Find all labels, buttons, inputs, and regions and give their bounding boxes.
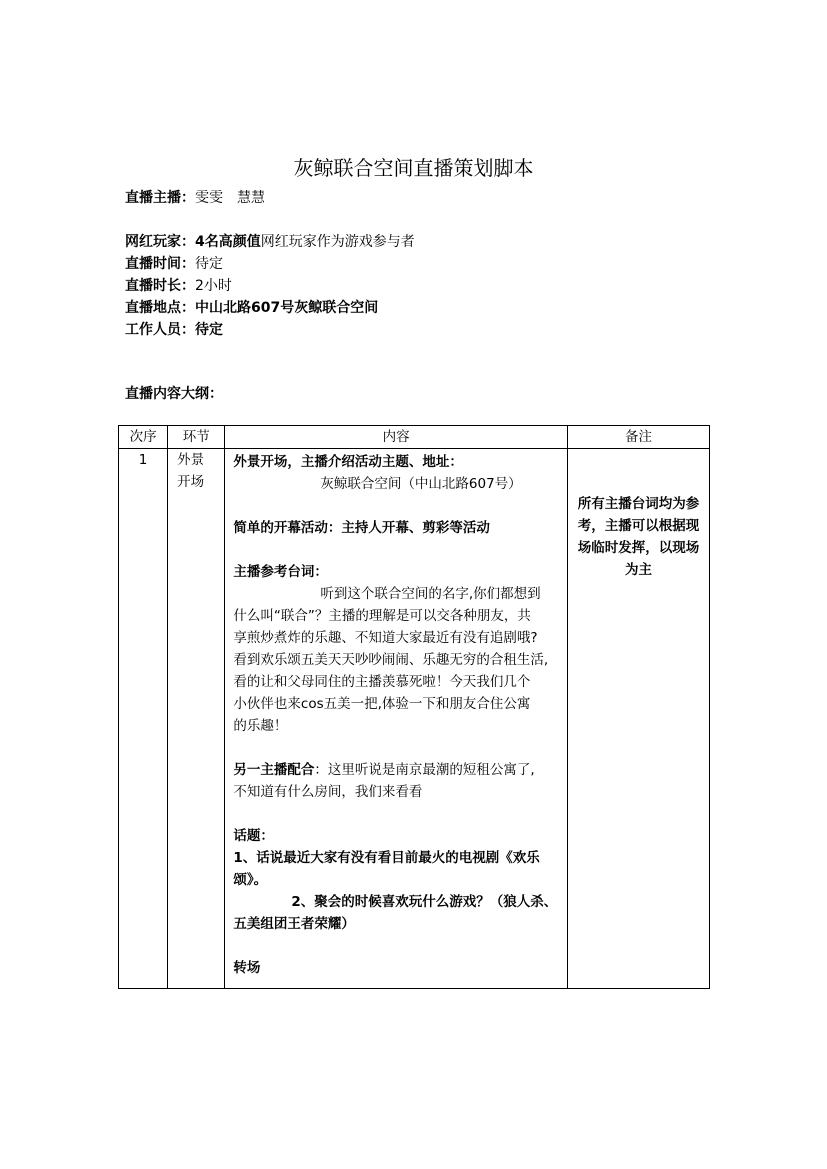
- segment-line2: 开场: [177, 474, 205, 490]
- script-line5: 看的让和父母同住的主播羡慕死啦！今天我们几个: [233, 674, 531, 690]
- host-line: [125, 187, 265, 209]
- partner-line2: 不知道有什么房间，我们来看看: [233, 784, 423, 800]
- script-line4: 看到欢乐颂五美天天吵吵闹闹、乐趣无穷的合租生活,: [233, 652, 549, 668]
- cell-no: [119, 449, 168, 989]
- time-label: 直播时间：: [125, 256, 195, 272]
- host-label: 直播主播：: [125, 190, 195, 206]
- location-value: 中山北路607号灰鲸联合空间: [195, 300, 379, 316]
- time-line: [125, 253, 415, 275]
- cell-note: [567, 449, 709, 989]
- duration-value: 2小时: [195, 278, 232, 294]
- header-note: 备注: [567, 426, 709, 449]
- segment-line1: 外景: [177, 452, 205, 468]
- script-line1: 听到这个联合空间的名字,你们都想到: [320, 586, 541, 602]
- location-line: [125, 297, 415, 319]
- script-line3: 享煎炒煮炸的乐趣、不知道大家最近有没有追剧哦?: [233, 630, 538, 646]
- players-rest: 网红玩家作为游戏参与者: [260, 234, 415, 250]
- partner-label: 另一主播配合: [233, 762, 315, 778]
- transition: 转场: [233, 960, 261, 976]
- topic2-line2: 五美组团王者荣耀）: [233, 916, 355, 932]
- location-label: 直播地点：: [125, 300, 195, 316]
- opening-address: 灰鲸联合空间（中山北路607号）: [320, 476, 522, 492]
- table-header-row: [119, 426, 710, 449]
- cell-content: [225, 449, 568, 989]
- partner-line1: ：这里听说是南京最潮的短租公寓了,: [314, 762, 535, 778]
- script-heading: 主播参考台词：: [233, 564, 328, 580]
- header-content: 内容: [225, 426, 568, 449]
- note-line3: 场临时发挥，以现场: [577, 540, 700, 556]
- row-no: 1: [138, 452, 148, 468]
- script-line7: 的乐趣！: [233, 718, 288, 734]
- players-line: [125, 231, 415, 253]
- header-no: 次序: [119, 426, 168, 449]
- partner-line1-wrap: [233, 759, 565, 781]
- table-row: [119, 449, 710, 989]
- note-line1: 所有主播台词均为参: [577, 496, 700, 512]
- staff-line: [125, 319, 415, 341]
- header-segment: 环节: [168, 426, 225, 449]
- players-bold: 4名高颜值: [195, 234, 261, 250]
- staff-value: 待定: [195, 322, 223, 338]
- duration-label: 直播时长：: [125, 278, 195, 294]
- topic1-line1: 1、话说最近大家有没有看目前最火的电视剧《欢乐: [233, 850, 540, 866]
- outline-label: 直播内容大纲：: [125, 386, 223, 402]
- info-block: [125, 231, 415, 341]
- cell-segment: [168, 449, 225, 989]
- note-line4: 为主: [624, 562, 652, 578]
- script-line2: 什么叫“联合”？主播的理解是可以交各种朋友，共: [233, 608, 531, 624]
- topic2-line1: 2、聚会的时候喜欢玩什么游戏？（狼人杀、: [291, 894, 558, 910]
- document-title: 灰鲸联合空间直播策划脚本: [293, 156, 534, 180]
- time-value: 待定: [195, 256, 223, 272]
- topic-heading: 话题：: [233, 828, 274, 844]
- opening-heading: 外景开场，主播介绍活动主题、地址：: [233, 454, 463, 470]
- simple-activity: 简单的开幕活动：主持人开幕、剪彩等活动: [233, 520, 490, 536]
- note-line2: 考，主播可以根据现: [577, 518, 700, 534]
- script-line6: 小伙伴也来cos五美一把,体验一下和朋友合住公寓: [233, 696, 531, 712]
- topic1-line2: 颂》。: [233, 872, 268, 888]
- outline-table: [118, 425, 710, 989]
- players-label: 网红玩家：: [125, 234, 195, 250]
- staff-label: 工作人员：: [125, 322, 195, 338]
- host-value: 雯雯 慧慧: [195, 190, 265, 206]
- duration-line: [125, 275, 415, 297]
